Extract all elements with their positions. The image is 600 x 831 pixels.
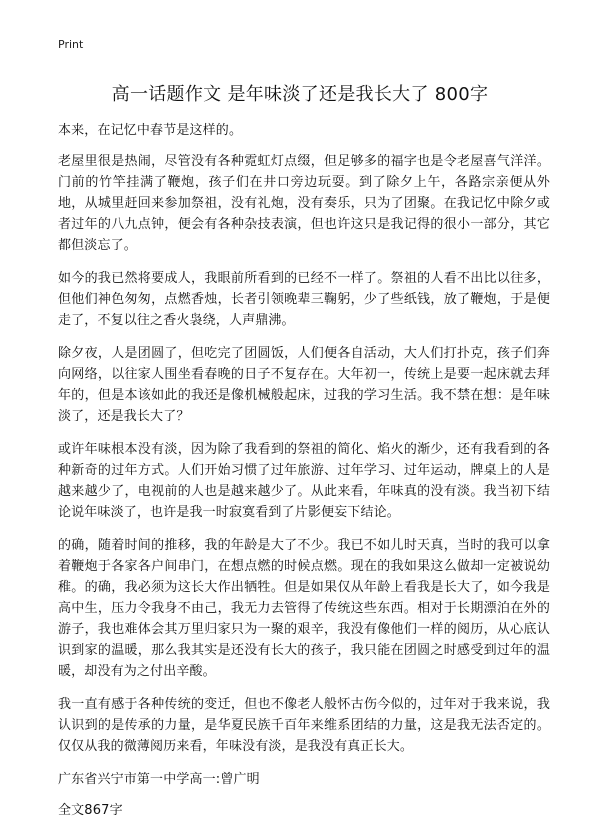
word-count: 全文867字 <box>58 803 123 818</box>
paragraph: 的确，随着时间的推移，我的年龄是大了不少。我已不如儿时天真，当时的我可以拿着鞭炮于各家各户间串门，在想点燃的时候点燃。现在的我如果这么做却一定被说幼稚。的确，我必须为这长大作出牺牲。但是如果仅从年龄上看我是长大了，如今我是高中生，压力令我身不由己，我无力去管得了传统这些东西。相对于长期漂泊在外的游子，我也难体会其万里归家只为一聚的艰辛，我没有像他们一样的阅历，从心底认识到家的温暖，那么我其实是还没有长大的孩子，我只能在团圆之时感受到过年的温暖，却没有为之付出辛酸。 <box>58 538 550 679</box>
paragraph: 本来，在记忆中春节是这样的。 <box>58 123 243 138</box>
print-link[interactable]: Print <box>58 38 84 51</box>
author-line: 广东省兴宁市第一中学高一:曾广明 <box>58 772 260 787</box>
paragraph: 老屋里很是热闹，尽管没有各种霓虹灯点缀，但足够多的福字也是令老屋喜气洋洋。门前的竹竿挂满了鞭炮，孩子们在井口旁边玩耍。到了除夕上午，各路宗亲便从外地，从城里赶回来参加祭祖，没有礼炮，没有奏乐，只为了团聚。在我记忆中除夕或者过年的八九点钟，便会有各种杂技表演，但也许这只是我记得的很小一部分，其它都但淡忘了。 <box>58 154 550 253</box>
paragraph: 除夕夜，人是团圆了，但吃完了团圆饭，人们便各自活动，大人们打扑克，孩子们奔向网络，以往家人围坐看春晚的日子不复存在。大年初一，传统上是要一起床就去拜年的，但是本该如此的我还是像机械般起床，过我的学习生活。我不禁在想：是年味淡了，还是我长大了？ <box>58 346 550 424</box>
paragraph: 或许年味根本没有淡，因为除了我看到的祭祖的简化、焰火的渐少，还有我看到的各种新奇的过年方式。人们开始习惯了过年旅游、过年学习、过年运动，牌桌上的人是越来越少了，电视前的人也是越来越少了。从此来看，年味真的没有淡。我当初下结论说年味淡了，也许是我一时寂寞看到了片影便妄下结论。 <box>58 442 550 520</box>
article-title: 高一话题作文 是年味淡了还是我长大了 800字 <box>111 84 489 105</box>
paragraph: 我一直有感于各种传统的变迁，但也不像老人般怀古伤今似的，过年对于我来说，我认识到的是传承的力量，是华夏民族千百年来维系团结的力量，这是我无法否定的。仅仅从我的微薄阅历来看，年味没有淡，是我没有真正长大。 <box>58 697 550 754</box>
article-body <box>58 120 550 831</box>
paragraph: 如今的我已然将要成人，我眼前所看到的已经不一样了。祭祖的人看不出比以往多，但他们神色匆匆，点燃香烛，长者引领晚辈三鞠躬，少了些纸钱，放了鞭炮，于是便走了，不复以往之香火袅绕，人声鼎沸。 <box>58 271 550 328</box>
